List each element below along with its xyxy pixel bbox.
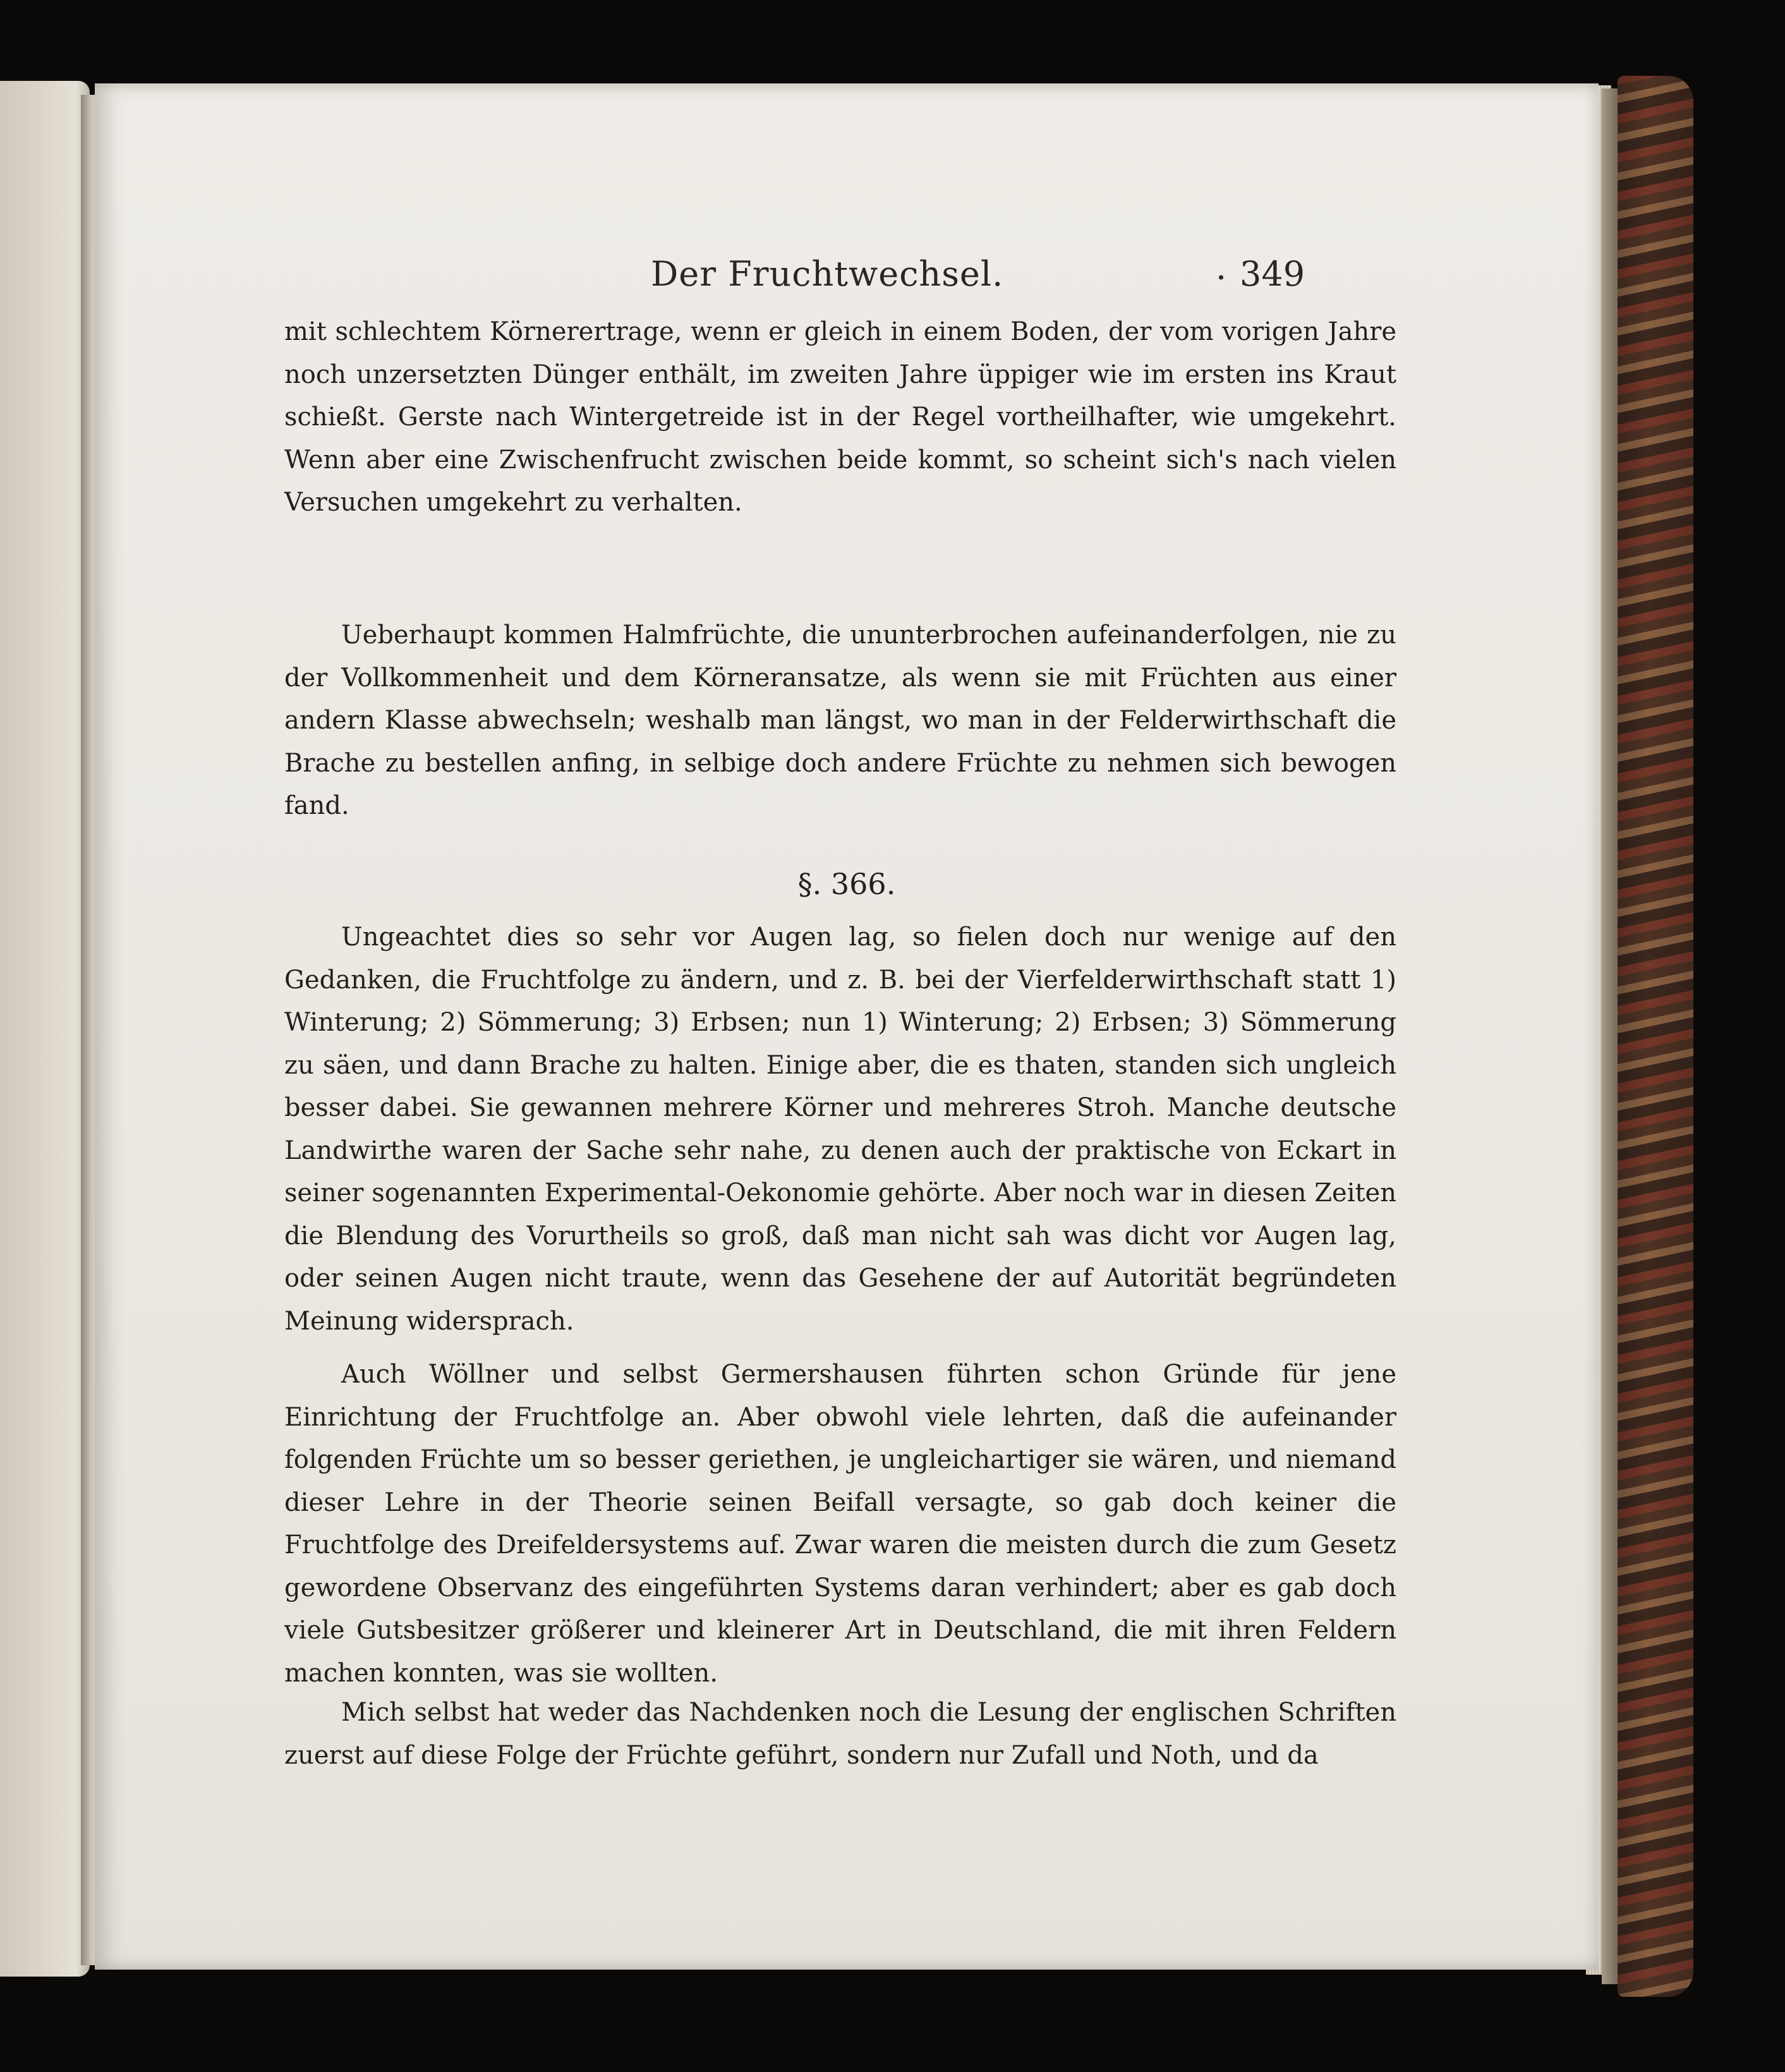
running-title: Der Fruchtwechsel. bbox=[651, 254, 1004, 294]
paragraph-block-5 bbox=[284, 1692, 1396, 1777]
paragraph-5: Mich selbst hat weder das Nachdenken noch die Lesung der englischen Schriften zuerst auf diese Folge der Früchte geführt, sondern nur Zufall und Noth, und da bbox=[284, 1698, 1396, 1770]
paragraph-continued bbox=[284, 311, 1396, 524]
page-number: 349 bbox=[1240, 254, 1305, 294]
book-page bbox=[95, 83, 1599, 1970]
paragraph-block-2 bbox=[284, 614, 1396, 828]
paragraph-3: Ungeachtet dies so sehr vor Augen lag, so fielen doch nur wenige auf den Gedanken, die Fruchtfolge zu ändern, und z. B. bei der Vierfelderwirthschaft statt 1) Winterung; 2) Sömmerung; 3) Erbsen; nun 1) Winterung; 2) Erbsen; 3) Sömmerung zu säen, und dann Brache zu halten. Einige aber, die es thaten, standen sich ungleich besser dabei. Sie gewannen mehrere Körner und mehreres Stroh. Manche deutsche Landwirthe waren der Sache sehr nahe, zu denen auch der praktische von Eckart in seiner sogenannten Experimental-Oekonomie gehörte. Aber noch war in diesen Zeiten die Blendung des Vorurtheils so groß, daß man nicht sah was dicht vor Augen lag, oder seinen Augen nicht traute, wenn das Gesehene der auf Autorität begründeten Meinung widersprach. bbox=[284, 923, 1396, 1336]
left-facing-page bbox=[0, 81, 90, 1977]
paragraph-block-4 bbox=[284, 1354, 1396, 1695]
paragraph-block-3 bbox=[284, 916, 1396, 1343]
paragraph-1: mit schlechtem Körnerertrage, wenn er gleich in einem Boden, der vom vorigen Jahre noch unzersetzten Dünger enthält, im zweiten Jahre üppiger wie im ersten ins Kraut schießt. Gerste nach Wintergetreide ist in der Regel vortheilhafter, wie umgekehrt. Wenn aber eine Zwischenfrucht zwischen beide kommt, so scheint sich's nach vielen Versuchen umgekehrt zu verhalten. bbox=[284, 317, 1396, 517]
header-dot: · bbox=[1216, 258, 1227, 298]
paragraph-2: Ueberhaupt kommen Halmfrüchte, die ununterbrochen aufeinanderfolgen, nie zu der Vollkommenheit und dem Körneransatze, als wenn sie mit Früchten aus einer andern Klasse abwechseln; weshalb man längst, wo man in der Felderwirthschaft die Brache zu bestellen anfing, in selbige doch andere Früchte zu nehmen sich bewogen fand. bbox=[284, 621, 1396, 820]
paragraph-4: Auch Wöllner und selbst Germershausen führten schon Gründe für jene Einrichtung der Fruchtfolge an. Aber obwohl viele lehrten, daß die aufeinander folgenden Früchte um so besser geriethen, je ungleichartiger sie wären, und niemand dieser Lehre in der Theorie seinen Beifall versagte, so gab doch keiner die Fruchtfolge des Dreifeldersystems auf. Zwar waren die meisten durch die zum Gesetz gewordene Observanz des eingeführten Systems daran verhindert; aber es gab doch viele Gutsbesitzer größerer und kleinerer Art in Deutschland, die mit ihren Feldern machen konnten, was sie wollten. bbox=[284, 1360, 1396, 1688]
marbled-cover bbox=[1618, 76, 1693, 1997]
page-header bbox=[95, 254, 1599, 305]
section-heading: §. 366. bbox=[797, 867, 896, 901]
